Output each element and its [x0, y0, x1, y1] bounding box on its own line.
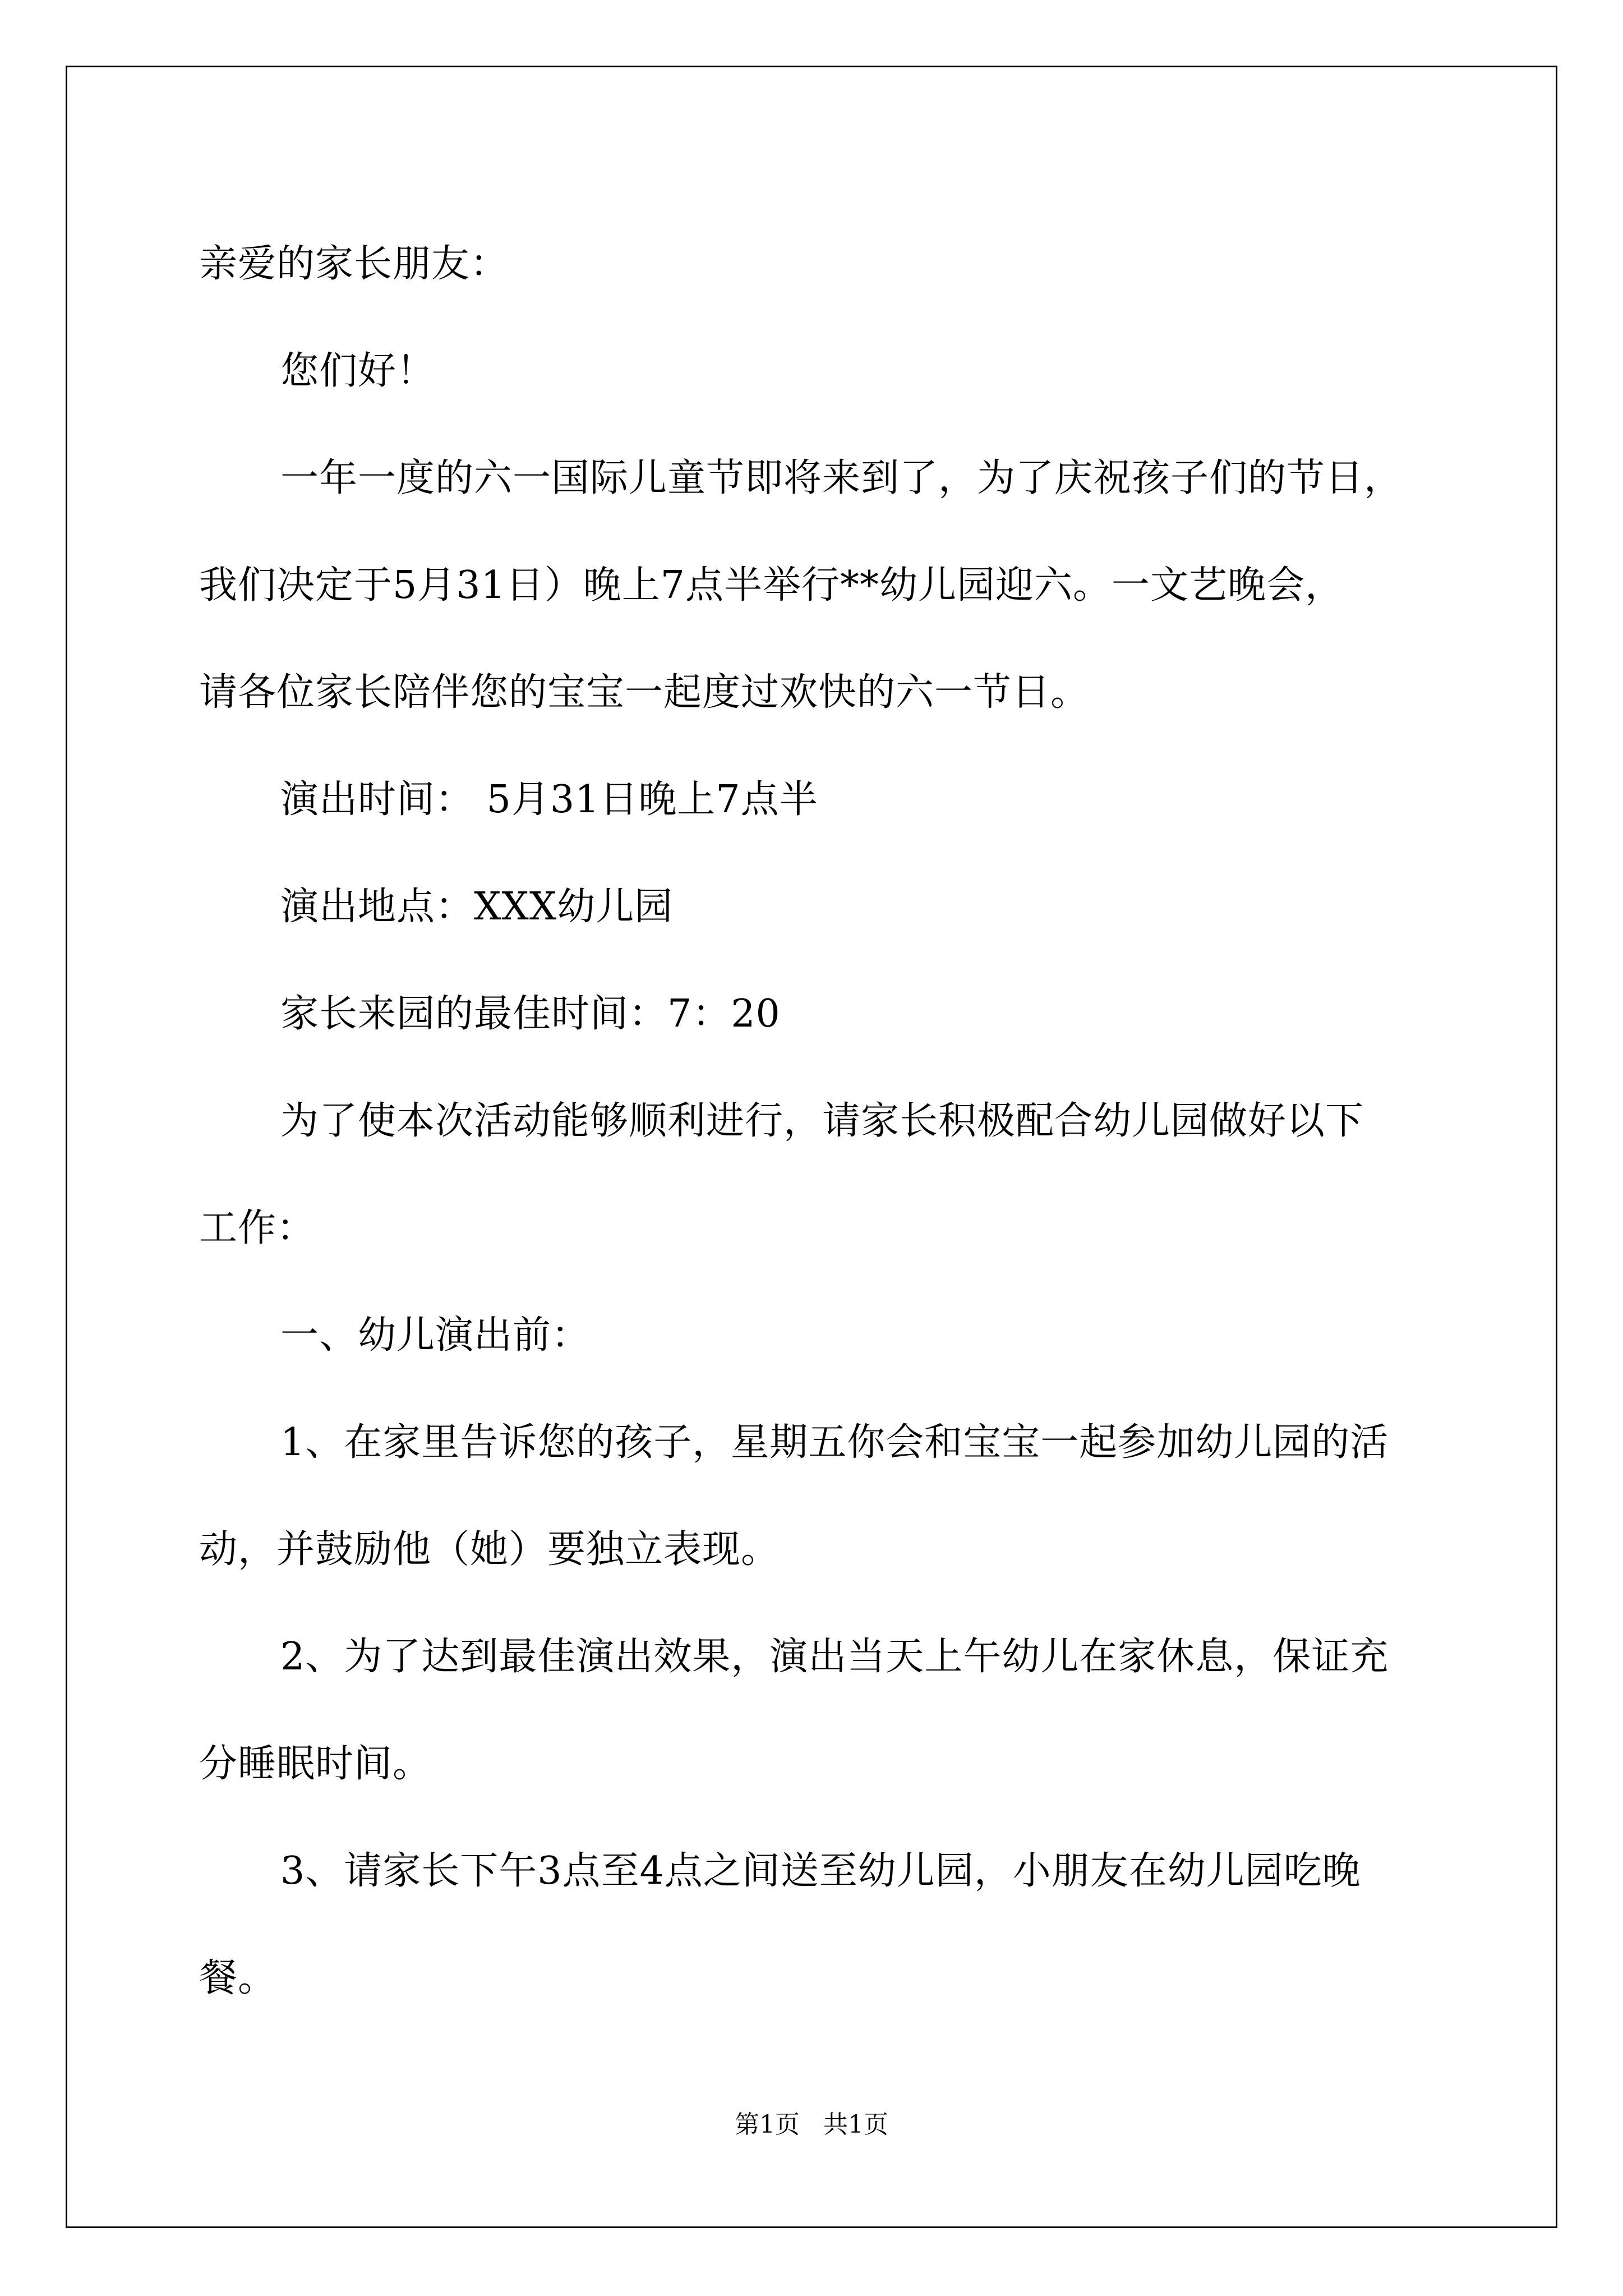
request-paragraph-line-2: 工作： [199, 1206, 316, 1250]
greeting: 您们好！ [280, 349, 436, 393]
intro-paragraph-line-3: 请各位家长陪伴您的宝宝一起度过欢快的六一节日。 [199, 670, 1090, 715]
item-3-line-1: 3、请家长下午3点至4点之间送至幼儿园，小朋友在幼儿园吃晚 [280, 1849, 1361, 1893]
item-3-line-2: 餐。 [199, 1956, 277, 2000]
page-number-footer: 第1页 共1页 [735, 2110, 888, 2139]
arrival-time: 家长来园的最佳时间：7：20 [280, 992, 781, 1036]
item-2-line-2: 分睡眠时间。 [199, 1742, 432, 1786]
performance-time: 演出时间： 5月31日晚上7点半 [280, 777, 818, 822]
request-paragraph-line-1: 为了使本次活动能够顺利进行，请家长积极配合幼儿园做好以下 [280, 1099, 1364, 1143]
item-1-line-1: 1、在家里告诉您的孩子，星期五你会和宝宝一起参加幼儿园的活 [280, 1420, 1389, 1465]
performance-place: 演出地点：XXX幼儿园 [280, 885, 674, 929]
item-2-line-1: 2、为了达到最佳演出效果，演出当天上午幼儿在家休息，保证充 [280, 1635, 1389, 1679]
intro-paragraph-line-2: 我们决定于5月31日）晚上7点半举行**幼儿园迎六。一文艺晚会， [199, 563, 1344, 608]
intro-paragraph-line-1: 一年一度的六一国际儿童节即将来到了，为了庆祝孩子们的节日， [280, 456, 1403, 500]
salutation: 亲爱的家长朋友： [199, 242, 509, 286]
item-1-line-2: 动，并鼓励他（她）要独立表现。 [199, 1527, 780, 1572]
document-body [199, 210, 1422, 2032]
section-heading: 一、幼儿演出前： [280, 1313, 591, 1358]
